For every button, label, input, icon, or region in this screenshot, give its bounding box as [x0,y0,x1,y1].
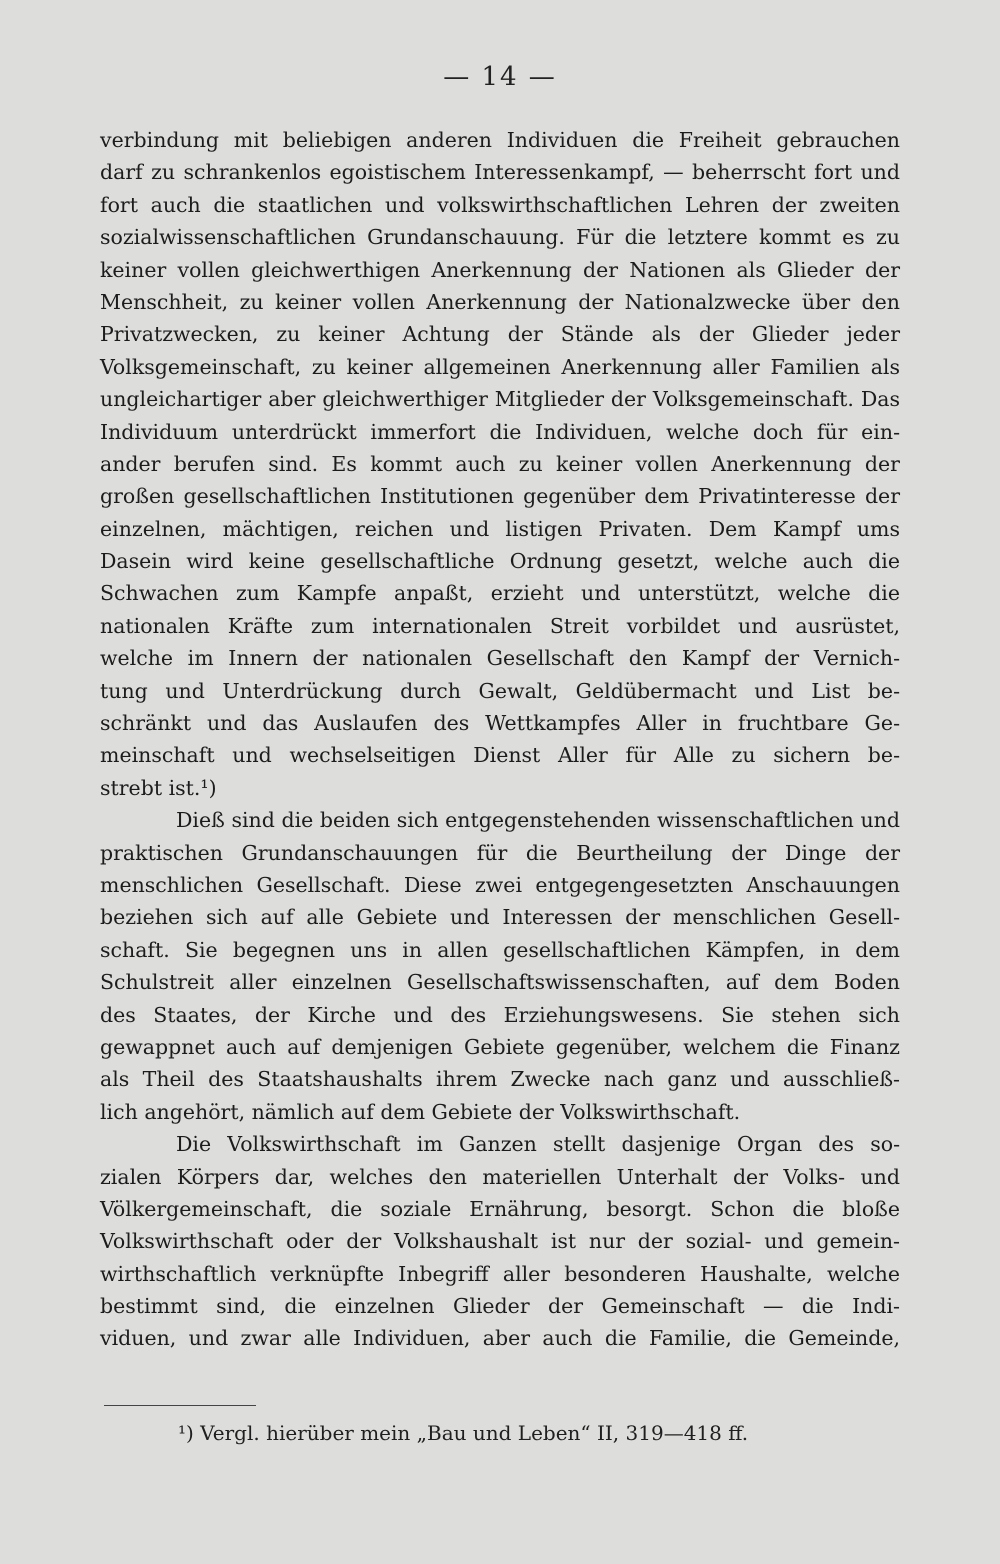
text-line: menschlichen Gesellschaft. Diese zwei entgegengesetzten Anschauungen [100,872,900,897]
footnote-separator [104,1405,256,1406]
text-line: welche im Innern der nationalen Gesellschaft den Kampf der Vernich- [100,646,900,671]
text-line: nationalen Kräfte zum internationalen Streit vorbildet und ausrüstet, [100,613,900,638]
text-line: lich angehört, nämlich auf dem Gebiete der Volkswirthschaft. [100,1099,741,1124]
text-line: viduen, und zwar alle Individuen, aber auch die Familie, die Gemeinde, [100,1326,900,1351]
text-line: fort auch die staatlichen und volkswirthschaftlichen Lehren der zweiten [100,192,900,217]
text-line: Dieß sind die beiden sich entgegenstehenden wissenschaftlichen und [176,808,900,833]
text-line: ander berufen sind. Es kommt auch zu keiner vollen Anerkennung der [100,451,900,476]
text-line: bestimmt sind, die einzelnen Glieder der Gemeinschaft — die Indi- [100,1294,900,1319]
text-line: sozialwissenschaftlichen Grundanschauung. Für die letztere kommt es zu [100,225,900,250]
text-line: schränkt und das Auslaufen des Wettkampfes Aller in fruchtbare Ge- [100,711,900,736]
text-line: verbindung mit beliebigen anderen Individuen die Freiheit gebrauchen [100,128,900,152]
body-text [100,124,900,1355]
text-line: beziehen sich auf alle Gebiete und Interessen der menschlichen Gesell- [100,905,900,930]
text-line: Schwachen zum Kampfe anpaßt, erzieht und unterstützt, welche die [100,581,900,606]
text-line: Volkswirthschaft oder der Volkshaushalt ist nur der sozial- und gemein- [100,1229,900,1254]
text-line: meinschaft und wechselseitigen Dienst Aller für Alle zu sichern be- [100,743,900,768]
text-line: Menschheit, zu keiner vollen Anerkennung der Nationalzwecke über den [100,289,900,314]
text-line: als Theil des Staatshaushalts ihrem Zwecke nach ganz und ausschließ- [100,1067,900,1092]
text-line: Individuum unterdrückt immerfort die Individuen, welche doch für ein- [100,419,900,444]
text-line: darf zu schrankenlos egoistischem Interessenkampf, — beherrscht fort und [100,160,900,185]
text-line: strebt ist.¹) [100,775,217,800]
text-line: einzelnen, mächtigen, reichen und listigen Privaten. Dem Kampf ums [100,516,900,541]
text-line: Dasein wird keine gesellschaftliche Ordnung gesetzt, welche auch die [100,549,900,574]
text-line: tung und Unterdrückung durch Gewalt, Geldübermacht und List be- [100,678,900,703]
text-line: großen gesellschaftlichen Institutionen gegenüber dem Privatinteresse der [100,484,900,509]
text-line: Schulstreit aller einzelnen Gesellschaftswissenschaften, auf dem Boden [100,970,900,995]
text-line: Die Volkswirthschaft im Ganzen stellt dasjenige Organ des so- [176,1132,900,1157]
text-line: ungleichartiger aber gleichwerthiger Mitglieder der Volksgemeinschaft. Das [100,387,900,412]
text-line: praktischen Grundanschauungen für die Beurtheilung der Dinge der [100,840,900,865]
text-line: gewappnet auch auf demjenigen Gebiete gegenüber, welchem die Finanz [100,1034,900,1059]
text-line: Völkergemeinschaft, die soziale Ernährung, besorgt. Schon die bloße [100,1196,900,1221]
text-line: Privatzwecken, zu keiner Achtung der Stände als der Glieder jeder [100,322,900,347]
page-number: — 14 — [443,62,557,92]
text-line: keiner vollen gleichwerthigen Anerkennung der Nationen als Glieder der [100,257,900,282]
text-line: schaft. Sie begegnen uns in allen gesellschaftlichen Kämpfen, in dem [100,937,900,962]
text-line: Volksgemeinschaft, zu keiner allgemeinen Anerkennung aller Familien als [100,354,900,379]
text-line: des Staates, der Kirche und des Erziehungswesens. Sie stehen sich [100,1002,900,1027]
footnote: ¹) Vergl. hierüber mein „Bau und Leben“ II, 319—418 ff. [178,1421,749,1445]
text-line: wirthschaftlich verknüpfte Inbegriff aller besonderen Haushalte, welche [100,1261,900,1286]
text-line: zialen Körpers dar, welches den materiellen Unterhalt der Volks- und [100,1164,900,1189]
